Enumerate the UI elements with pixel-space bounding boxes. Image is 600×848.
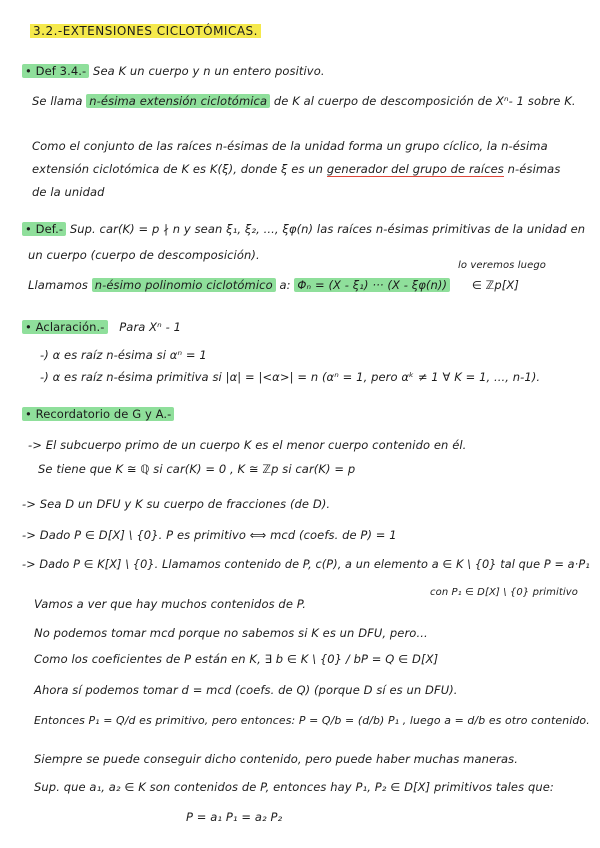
- def1-label: • Def 3.4.-: [22, 64, 89, 78]
- recordatorio-item-2: Se tiene que K ≅ ℚ si car(K) = 0 , K ≅ ℤp si car(K) = p: [38, 462, 356, 476]
- body-line-8-equation: P = a₁ P₁ = a₂ P₂: [186, 810, 283, 824]
- section-title: 3.2.-EXTENSIONES CICLOTÓMICAS.: [30, 24, 261, 39]
- aclaracion-label: • Aclaración.-: [22, 320, 108, 334]
- body-line-4: Ahora sí podemos tomar d = mcd (coefs. de Q) (porque D sí es un DFU).: [34, 683, 458, 697]
- def2-line2: un cuerpo (cuerpo de descomposición).: [28, 248, 260, 262]
- recordatorio-item-4: -> Dado P ∈ D[X] \ {0}. P es primitivo ⟺ mcd (coefs. de P) = 1: [22, 528, 397, 542]
- def2-label: • Def.-: [22, 222, 66, 236]
- def1-line2: Se llama n-ésima extensión ciclotómica de K al cuerpo de descomposición de Xⁿ- 1 sobre K.: [32, 94, 576, 108]
- aclaracion-item-2: -) α es raíz n-ésima primitiva si |α| = |<α>| = n (αⁿ = 1, pero αᵏ ≠ 1 ∀ K = 1, ..., n-1).: [40, 370, 541, 384]
- body-line-1: Vamos a ver que hay muchos contenidos de P.: [34, 597, 306, 611]
- def1-line1: • Def 3.4.- Sea K un cuerpo y n un entero positivo.: [22, 64, 325, 79]
- para1-line2: extensión ciclotómica de K es K(ξ), donde ξ es un generador del grupo de raíces n-ésimas: [32, 162, 561, 176]
- body-line-6: Siempre se puede conseguir dicho contenido, pero puede haber muchas maneras.: [34, 752, 519, 766]
- para1-line1: Como el conjunto de las raíces n-ésimas de la unidad forma un grupo cíclico, la n-ésima: [32, 139, 548, 153]
- body-line-2: No podemos tomar mcd porque no sabemos si K es un DFU, pero...: [34, 626, 428, 640]
- recordatorio-item-5: -> Dado P ∈ K[X] \ {0}. Llamamos contenido de P, c(P), a un elemento a ∈ K \ {0} tal que P = a·P₁: [22, 558, 590, 571]
- para1-line3: de la unidad: [32, 185, 105, 199]
- def2-line3: Llamamos n-ésimo polinomio ciclotómico a: Φₙ = (X - ξ₁) ··· (X - ξφ(n)) ∈ ℤp[X]: [28, 278, 519, 292]
- recordatorio-item-3: -> Sea D un DFU y K su cuerpo de fracciones (de D).: [22, 497, 331, 511]
- recordatorio-item-1: -> El subcuerpo primo de un cuerpo K es el menor cuerpo contenido en él.: [28, 438, 467, 452]
- term-polinomio-ciclotomico: n-ésimo polinomio ciclotómico: [92, 278, 276, 292]
- term-n-esima-extension: n-ésima extensión ciclotómica: [86, 94, 270, 108]
- body-line-3: Como los coeficientes de P están en K, ∃ b ∈ K \ {0} / bP = Q ∈ D[X]: [34, 652, 439, 666]
- body-line-7: Sup. que a₁, a₂ ∈ K son contenidos de P, entonces hay P₁, P₂ ∈ D[X] primitivos tales que:: [34, 780, 554, 794]
- recordatorio-item-5b: con P₁ ∈ D[X] \ {0} primitivo: [430, 587, 578, 598]
- def2-line1: • Def.- Sup. car(K) = p ∤ n y sean ξ₁, ξ₂, ..., ξφ(n) las raíces n-ésimas primitivas de la unidad en: [22, 222, 585, 237]
- recordatorio-line: [22, 407, 174, 422]
- aclaracion-item-1: -) α es raíz n-ésima si αⁿ = 1: [40, 348, 207, 362]
- aclaracion-line: • Aclaración.- Para Xⁿ - 1: [22, 320, 181, 335]
- cyclotomic-formula: Φₙ = (X - ξ₁) ··· (X - ξφ(n)): [294, 278, 450, 292]
- underlined-generador: generador del grupo de raíces: [326, 162, 504, 176]
- def2-note: lo veremos luego: [458, 260, 546, 271]
- body-line-5: Entonces P₁ = Q/d es primitivo, pero entonces: P = Q/b = (d/b) P₁ , luego a = d/b es otro contenido.: [34, 714, 590, 727]
- recordatorio-label: • Recordatorio de G y A.-: [22, 407, 174, 421]
